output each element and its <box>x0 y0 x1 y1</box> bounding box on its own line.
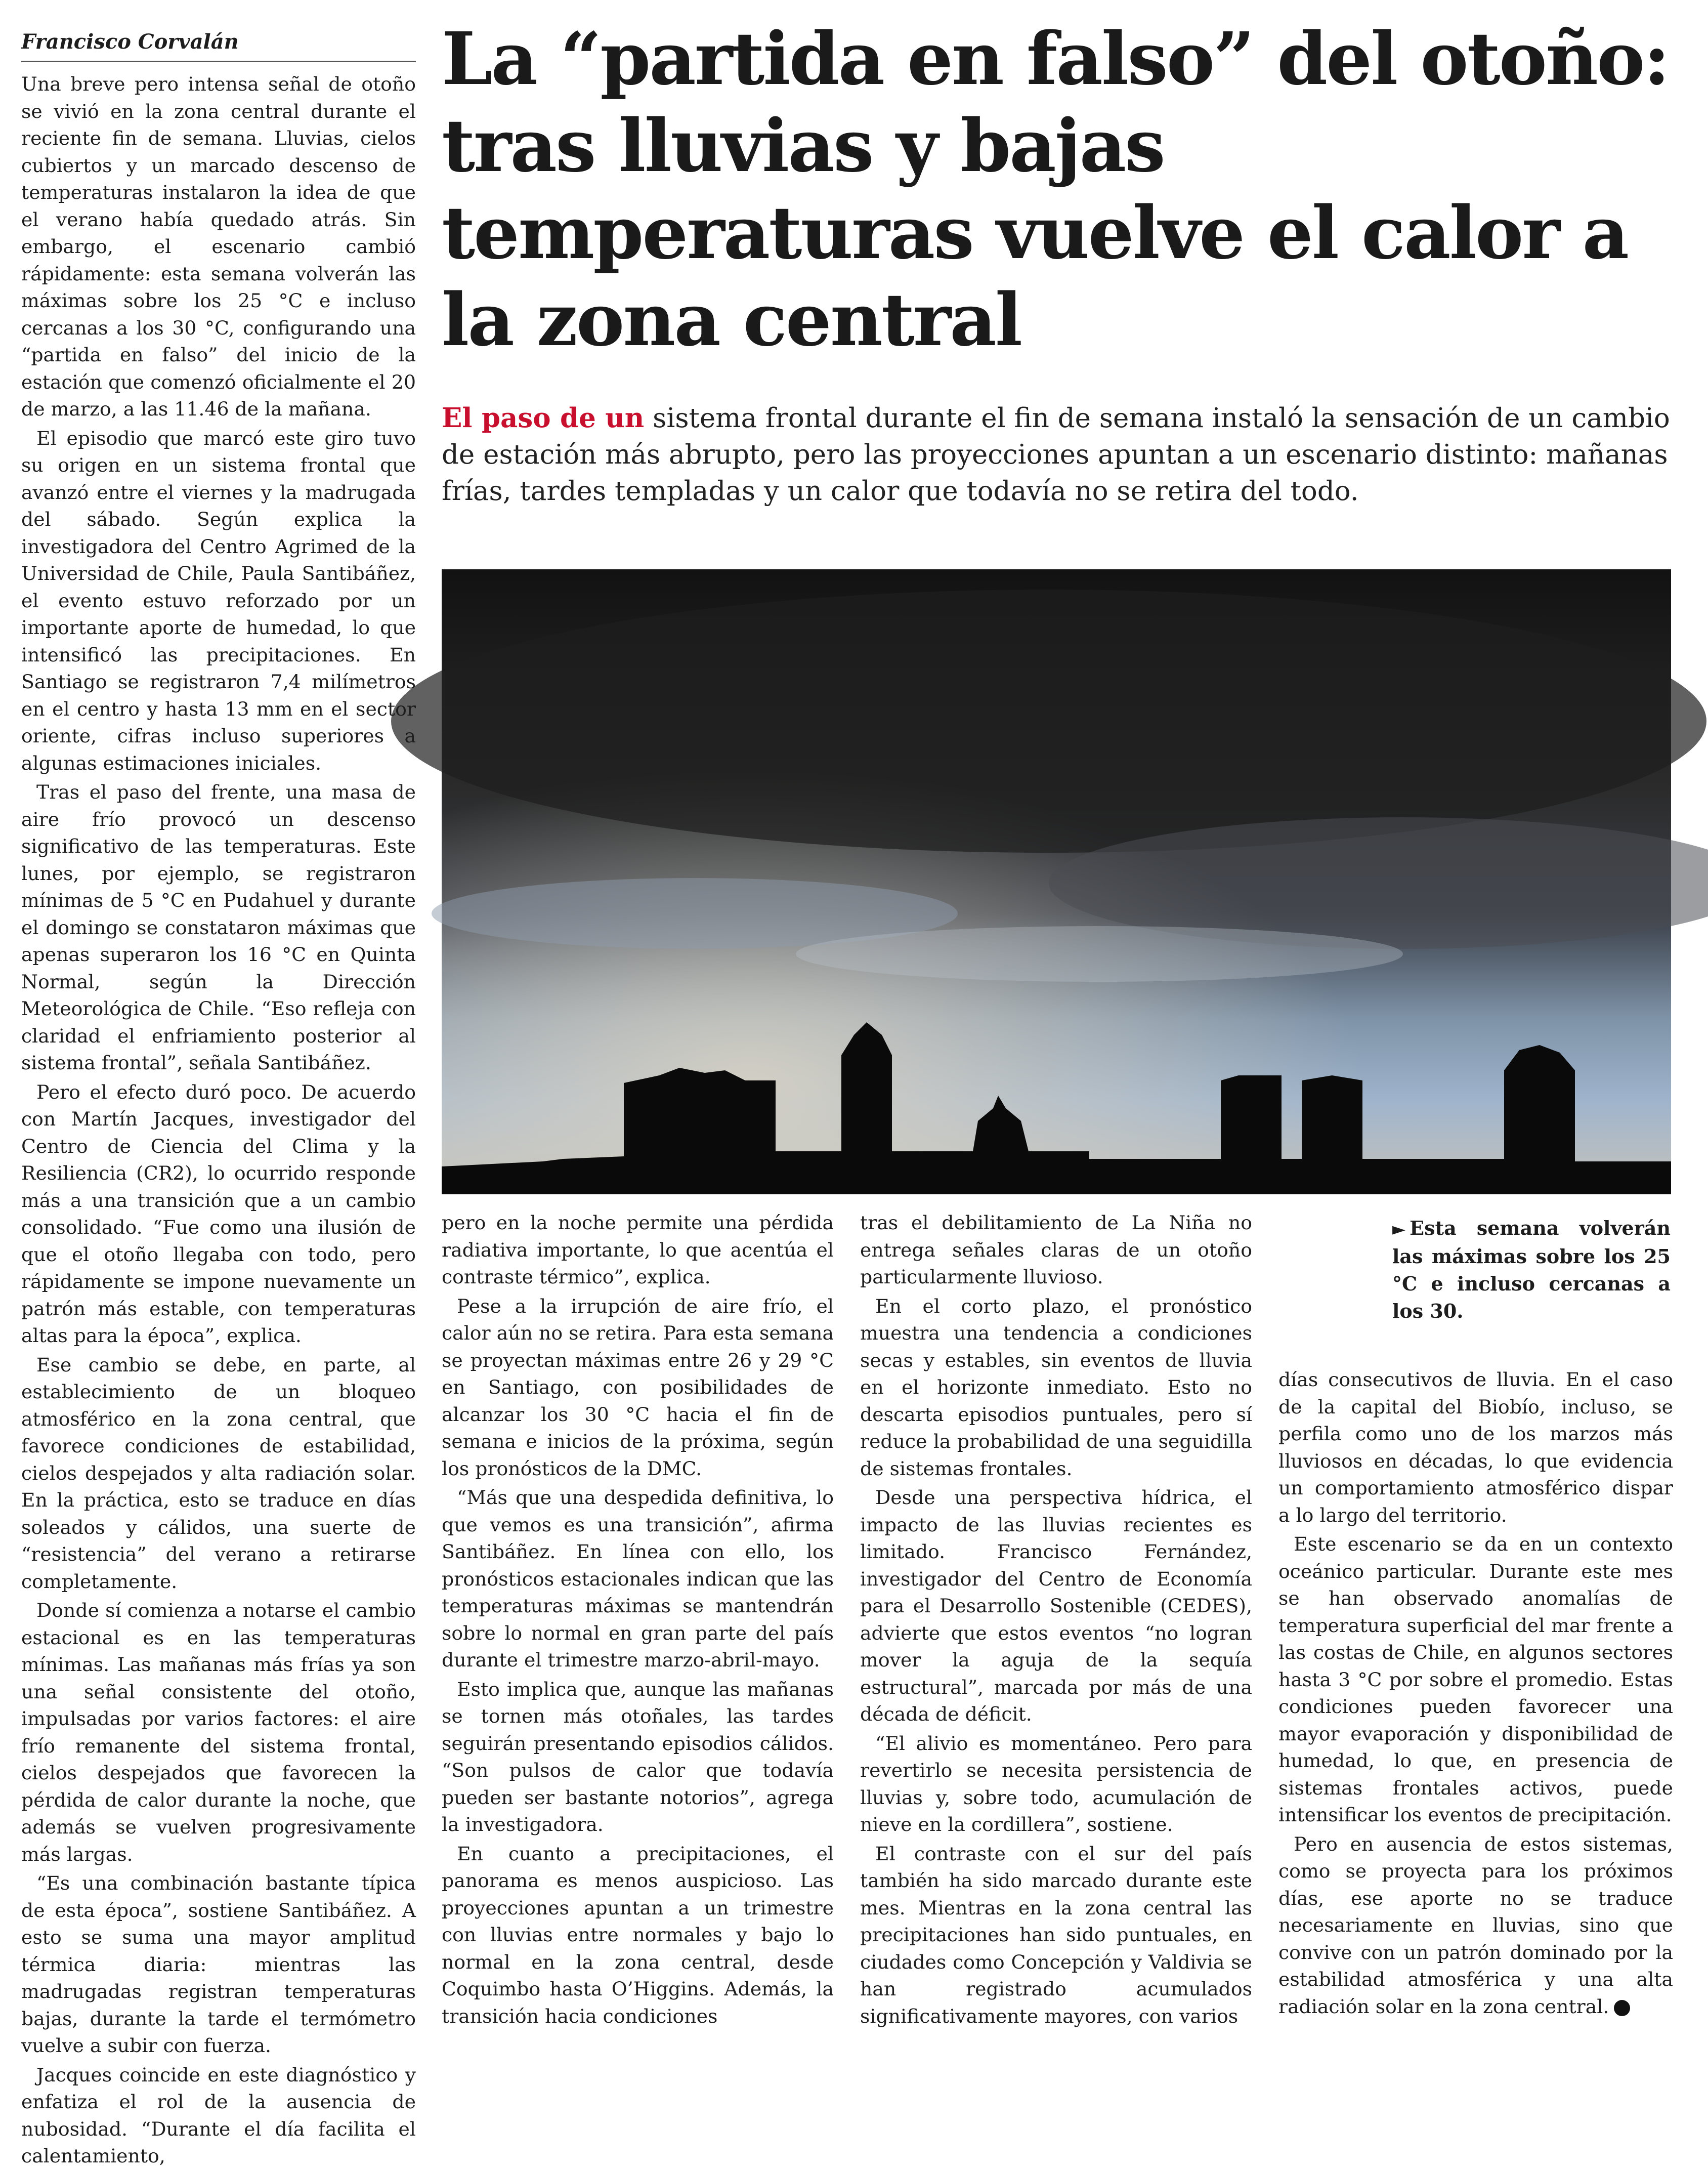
column-1 <box>21 71 416 2167</box>
paragraph: Tras el paso del frente, una masa de aire frío provocó un descenso significativo de las temperaturas. Este lunes, por ejemplo, se registraron mínimas de 5 °C en Pudahuel y durante el domingo se constataron máximas que apenas superaron los 16 °C en Quinta Normal, según la Dirección Meteorológica de Chile. “Eso refleja con claridad el enfriamiento posterior al sistema frontal”, señala Santibáñez. <box>21 781 416 1074</box>
paragraph: En cuanto a precipitaciones, el panorama es menos auspicioso. Las proyecciones apuntan a un trimestre con lluvias entre normales y bajo lo normal en la zona central, desde Coquimbo hasta O’Higgins. Además, la transición hacia condiciones <box>442 1842 834 2027</box>
byline: Francisco Corvalán <box>21 26 416 62</box>
paragraph: pero en la noche permite una pérdida radiativa importante, lo que acentúa el contraste térmico”, explica. <box>442 1212 834 1288</box>
deck-lead: El paso de un <box>442 402 645 434</box>
paragraph: Pese a la irrupción de aire frío, el calor aún no se retira. Para esta semana se proyectan máximas entre 26 y 29 °C en Santiago, con posibilidades de alcanzar los 30 °C hacia el fin de semana e inicios de la próxima, según los pronósticos de la DMC. <box>442 1295 834 1480</box>
paragraph: “Más que una despedida definitiva, lo que vemos es una transición”, afirma Santibáñez. En línea con ello, los pronósticos estacionales indican que las temperaturas máximas se mantendrán sobre lo normal en gran parte del país durante el trimestre marzo-abril-mayo. <box>442 1486 834 1671</box>
photo-caption <box>1392 1215 1671 1325</box>
caption-text: Esta semana volverán las máximas sobre los 25 °C e incluso cercanas a los 30. <box>1392 1217 1671 1322</box>
paragraph: Pero el efecto duró poco. De acuerdo con Martín Jacques, investigador del Centro de Ciencia del Clima y la Resiliencia (CR2), lo ocurrido responde más a una transición que a un cambio consolidado. “Fue como una ilusión de que el otoño llegaba con todo, pero rápidamente se impone nuevamente un patrón más estable, con temperaturas altas para la época”, explica. <box>21 1080 416 1347</box>
paragraph: días consecutivos de lluvia. En el caso de la capital del Biobío, incluso, se perfila como uno de los marzos más lluviosos en décadas, lo que evidencia un comportamiento atmosférico dispar a lo largo del territorio. <box>1278 1368 1673 1526</box>
paragraph: tras el debilitamiento de La Niña no entrega señales claras de un otoño particularmente lluvioso. <box>860 1212 1252 1288</box>
end-mark-icon <box>1614 2000 1630 2016</box>
paragraph: Ese cambio se debe, en parte, al establecimiento de un bloqueo atmosférico en la zona central, que favorece condiciones de estabilidad, cielos despejados y alta radiación solar. En la práctica, esto se traduce en días soleados y cálidos, una suerte de “resistencia” del verano a retirarse completamente. <box>21 1353 416 1593</box>
paragraph: Una breve pero intensa señal de otoño se vivió en la zona central durante el reciente fin de semana. Lluvias, cielos cubiertos y un marcado descenso de temperaturas instalaron la idea de que el verano había quedado atrás. Sin embargo, el escenario cambió rápidamente: esta semana volverán las máximas sobre los 25 °C e incluso cercanas a los 30 °C, configurando una “partida en falso” del inicio de la estación que comenzó oficialmente el 20 de marzo, a las 11.46 de la mañana. <box>21 73 416 420</box>
sky-photo <box>442 569 1671 1194</box>
paragraph: Desde una perspectiva hídrica, el impacto de las lluvias recientes es limitado. Francisco Fernández, investigador del Centro de Economía para el Desarrollo Sostenible (CEDES), advierte que estos eventos “no logran mover la aguja de la sequía estructural”, marcada por más de una década de déficit. <box>860 1486 1252 1725</box>
paragraph: “Es una combinación bastante típica de esta época”, sostiene Santibáñez. A esto se suma una mayor amplitud térmica diaria: mientras las madrugadas registran temperaturas bajas, durante la tarde el termómetro vuelve a subir con fuerza. <box>21 1872 416 2057</box>
paragraph: El contraste con el sur del país también ha sido marcado durante este mes. Mientras en la zona central las precipitaciones han sido puntuales, en ciudades como Concepción y Valdivia se han registrado acumulados significativamente mayores, con varios <box>860 1842 1252 2027</box>
paragraph-final-text: Pero en ausencia de estos sistemas, como se proyecta para los próximos días, ese aporte no se traduce necesariamente en lluvias, sino que convive con un patrón dominado por la estabilidad atmosférica y una alta radiación solar en la zona central. <box>1278 1832 1673 2018</box>
column-4 <box>1278 1366 1673 2018</box>
column-3 <box>860 1209 1252 2027</box>
paragraph: Jacques coincide en este diagnóstico y enfatiza el rol de la ausencia de nubosidad. “Durante el día facilita el calentamiento, <box>21 2063 416 2167</box>
deck <box>442 400 1686 510</box>
paragraph: “El alivio es momentáneo. Pero para revertirlo se necesita persistencia de lluvias y, sobre todo, acumulación de nieve en la cordillera”, sostiene. <box>860 1732 1252 1835</box>
caption-arrow-icon: ► <box>1392 1219 1406 1239</box>
headline: La “partida en falso” del otoño: tras lluvias y bajas temperaturas vuelve el calor a la zona central <box>442 16 1669 362</box>
column-2 <box>442 1209 834 2027</box>
paragraph: El episodio que marcó este giro tuvo su origen en un sistema frontal que avanzó entre el viernes y la madrugada del sábado. Según explica la investigadora del Centro Agrimed de la Universidad de Chile, Paula Santibáñez, el evento estuvo reforzado por un importante aporte de humedad, lo que intensificó las precipitaciones. En Santiago se registraron 7,4 milímetros en el centro y hasta 13 mm en el sector oriente, cifras incluso superiores a algunas estimaciones iniciales. <box>21 427 416 774</box>
paragraph-final <box>1278 1831 1673 2021</box>
paragraph: Esto implica que, aunque las mañanas se tornen más otoñales, las tardes seguirán presentando episodios cálidos. “Son pulsos de calor que todavía pueden ser bastante notorios”, agrega la investigadora. <box>442 1678 834 1835</box>
paragraph: En el corto plazo, el pronóstico muestra una tendencia a condiciones secas y estables, sin eventos de lluvia en el horizonte inmediato. Esto no descarta episodios puntuales, pero sí reduce la probabilidad de una seguidilla de sistemas frontales. <box>860 1295 1252 1480</box>
paragraph: Donde sí comienza a notarse el cambio estacional es en las temperaturas mínimas. Las mañanas más frías ya son una señal consistente del otoño, impulsadas por varios factores: el aire frío remanente del sistema frontal, cielos despejados que favorecen la pérdida de calor durante la noche, que además se vuelven progresivamente más largas. <box>21 1599 416 1865</box>
deck-text: sistema frontal durante el fin de semana instaló la sensación de un cambio de estación más abrupto, pero las proyecciones apuntan a un escenario distinto: mañanas frías, tardes templadas y un calor que todavía no se retira del todo. <box>442 403 1670 507</box>
paragraph: Este escenario se da en un contexto oceánico particular. Durante este mes se han observado anomalías de temperatura superficial del mar frente a las costas de Chile, en algunos sectores hasta 3 °C por sobre el promedio. Estas condiciones pueden favorecer una mayor evaporación y disponibilidad de humedad, lo que, en presencia de sistemas frontales activos, puede intensificar los eventos de precipitación. <box>1278 1533 1673 1826</box>
